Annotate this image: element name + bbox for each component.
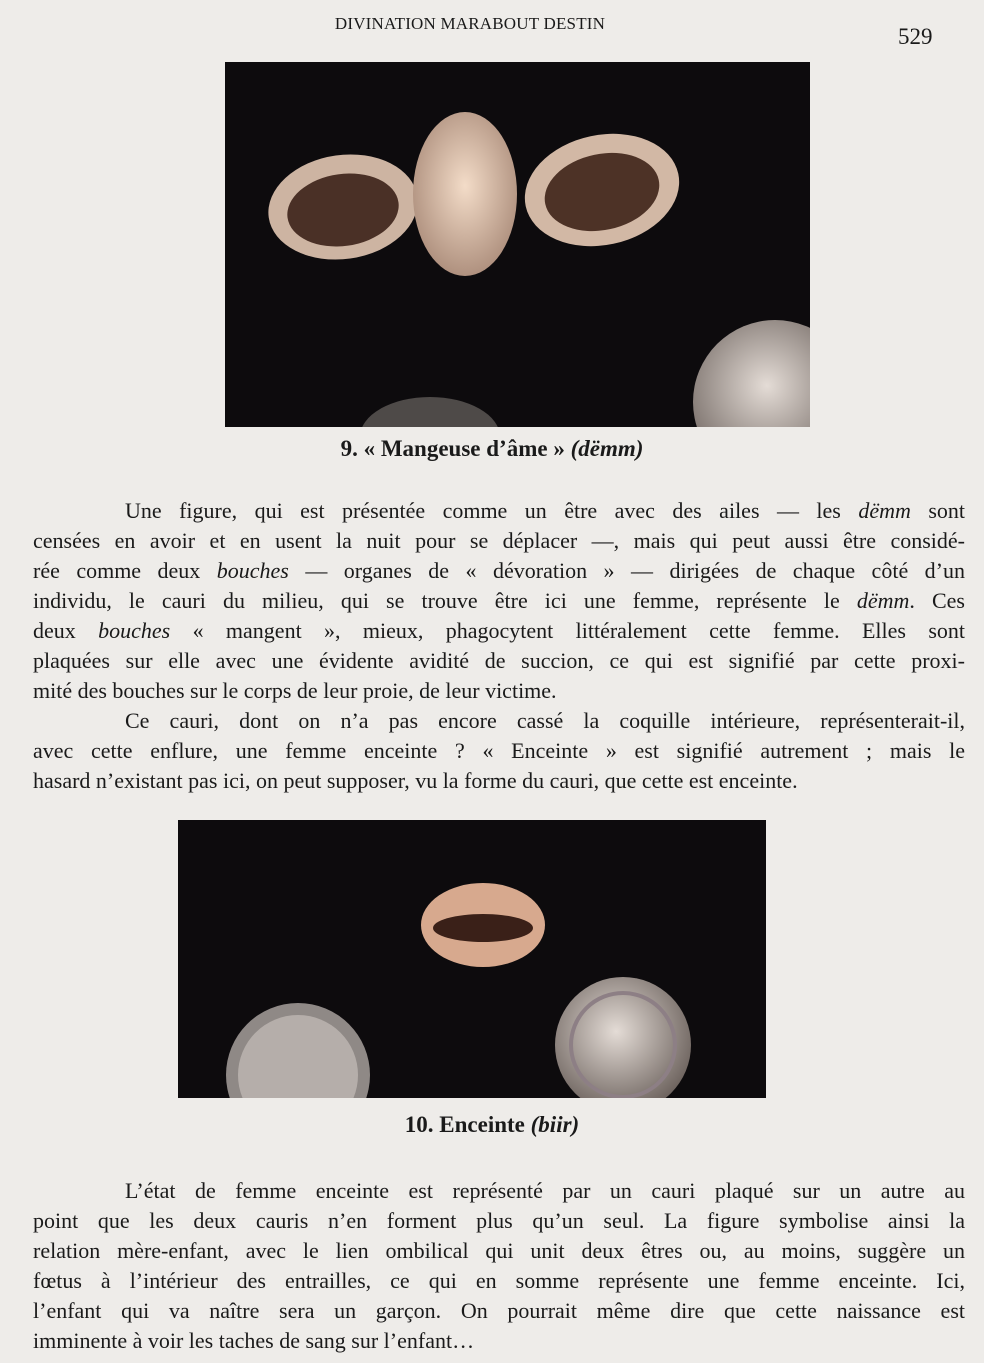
paragraph-3-line: [33, 1268, 965, 1294]
text-segment: fœtus à l’intérieur des entrailles, ce qui en somme représente une femme enceinte. Ici,: [33, 1268, 965, 1293]
italic-term: dëmm: [856, 588, 910, 613]
figure-number: 9.: [340, 436, 358, 461]
paragraph-1-line: [33, 648, 965, 674]
paragraph-3-line: [33, 1298, 965, 1324]
text-segment: — organes de « dévoration » — dirigées de chaque côté d’un: [288, 558, 965, 583]
paragraph-1-line: [33, 558, 965, 584]
figure-title: « Mangeuse d’âme »: [363, 436, 565, 461]
figure-term: (biir): [530, 1112, 580, 1137]
paragraph-1-line: [33, 618, 965, 644]
text-segment: relation mère-enfant, avec le lien ombilical qui unit deux êtres ou, au moins, suggère un: [33, 1238, 965, 1263]
figure-9-photo: [225, 62, 810, 427]
text-segment: sont: [910, 498, 965, 523]
figure-10-photo: [178, 820, 766, 1098]
text-segment: censées en avoir et en usent la nuit pour se déplacer —, mais qui peut aussi être considé-: [33, 528, 965, 553]
text-segment: « mangent », mieux, phagocytent littéralement cette femme. Elles sont: [170, 618, 965, 643]
italic-term: bouches: [98, 618, 171, 643]
text-segment: individu, le cauri du milieu, qui se trouve être ici une femme, représente le: [33, 588, 857, 613]
paragraph-3-line: [33, 1238, 965, 1264]
figure-number: 10.: [404, 1112, 434, 1137]
text-segment: Une figure, qui est présentée comme un être avec des ailes — les: [125, 498, 859, 523]
paragraph-3-line: [33, 1328, 965, 1354]
paragraph-1-line: [33, 528, 965, 554]
cowrie-and-coins-image: [178, 820, 766, 1098]
paragraph-2-line: [33, 768, 965, 794]
text-segment: hasard n’existant pas ici, on peut supposer, vu la forme du cauri, que cette est enceinte.: [33, 768, 798, 793]
running-header: DIVINATION MARABOUT DESTIN: [334, 14, 606, 33]
text-segment: l’enfant qui va naître sera un garçon. On pourrait même dire que cette naissance est: [33, 1298, 965, 1323]
figure-10-caption: [0, 1112, 984, 1138]
figure-term: (dëmm): [570, 436, 644, 461]
text-segment: rée comme deux: [33, 558, 217, 583]
paragraph-3-line: [33, 1208, 965, 1234]
italic-term: bouches: [216, 558, 289, 583]
text-segment: Ce cauri, dont on n’a pas encore cassé la coquille intérieure, représenterait-il,: [125, 708, 965, 733]
figure-title: Enceinte: [439, 1112, 525, 1137]
text-segment: mité des bouches sur le corps de leur proie, de leur victime.: [33, 678, 557, 703]
italic-term: dëmm: [858, 498, 911, 523]
paragraph-1-line: [33, 588, 965, 614]
text-segment: deux: [33, 618, 99, 643]
text-segment: plaquées sur elle avec une évidente avidité de succion, ce qui est signifié par cette proxi-: [33, 648, 965, 673]
paragraph-3-line: [125, 1178, 965, 1204]
paragraph-1-line: [125, 498, 965, 524]
text-segment: L’état de femme enceinte est représenté par un cauri plaqué sur un autre au: [125, 1178, 965, 1203]
page-number: 529: [898, 24, 933, 49]
paragraph-1-line: [33, 678, 965, 704]
paragraph-2-line: [125, 708, 965, 734]
figure-9-caption: [0, 436, 984, 462]
text-segment: point que les deux cauris n’en forment plus qu’un seul. La figure symbolise ainsi la: [33, 1208, 965, 1233]
text-segment: avec cette enflure, une femme enceinte ? « Enceinte » est signifié autrement ; mais le: [33, 738, 965, 763]
text-segment: imminente à voir les taches de sang sur l’enfant…: [33, 1328, 475, 1353]
paragraph-2-line: [33, 738, 965, 764]
cowrie-shells-image: [225, 62, 810, 427]
text-segment: . Ces: [909, 588, 965, 613]
